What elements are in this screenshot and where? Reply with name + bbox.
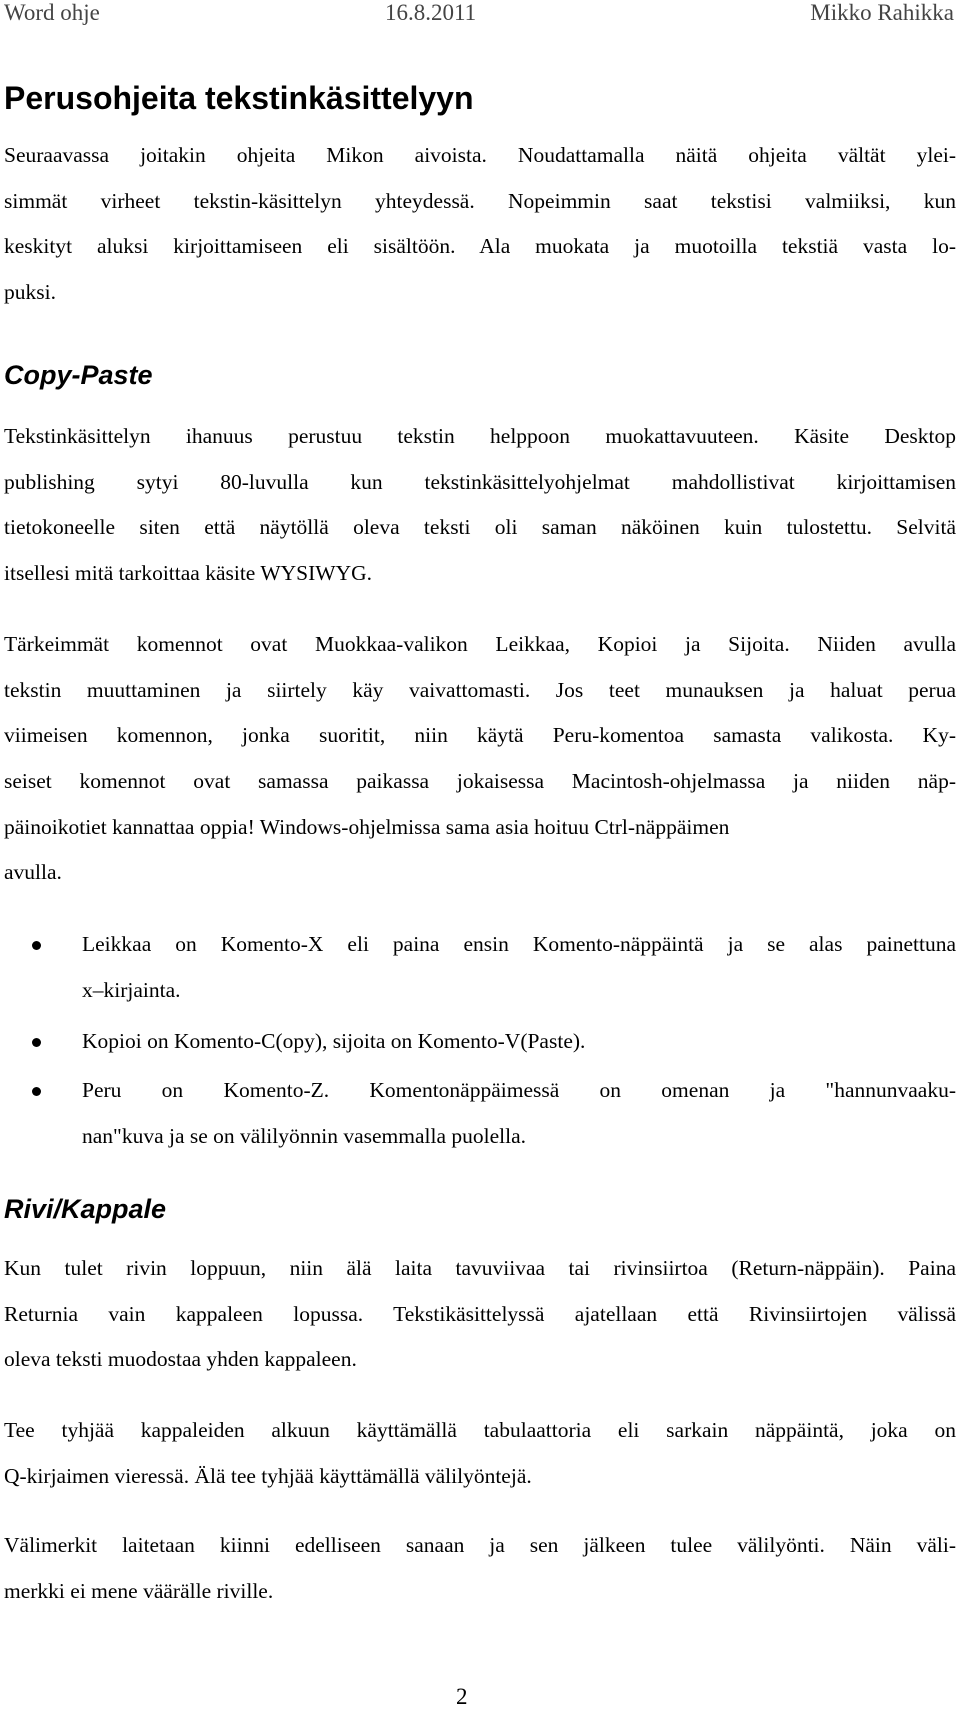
section-heading-copy-paste: Copy-Paste [4,360,153,390]
bullet-line: nan"kuva ja se on välilyönnin vasemmalla puolella. [82,1123,527,1148]
rivi-kappale-paragraph-1 [4,1246,956,1383]
paragraph-line: Returnia vain kappaleen lopussa. Tekstikäsittelyssä ajatellaan että Rivinsiirtojen välissä [4,1301,956,1326]
bullet-line: Leikkaa on Komento-X eli paina ensin Komento-näppäintä ja se alas painettuna [82,932,956,956]
header-date: 16.8.2011 [385,0,477,25]
paragraph-line: Tärkeimmät komennot ovat Muokkaa-valikon Leikkaa, Kopioi ja Sijoita. Niiden avulla [4,632,956,656]
bullet-text [82,922,956,1013]
intro-paragraph [4,133,956,316]
paragraph-line: Tekstinkäsittelyn ihanuus perustuu tekstin helppoon muokattavuuteen. Käsite Desktop [4,424,956,448]
paragraph-line: tietokoneelle siten että näytöllä oleva teksti oli saman näköinen kuin tulostettu. Selvitä [4,515,956,540]
paragraph-line: Tee tyhjää kappaleiden alkuun käyttämällä tabulaattoria eli sarkain näppäintä, joka on [4,1418,956,1442]
bullet-text [82,1068,956,1159]
paragraph-line: seiset komennot ovat samassa paikassa jokaisessa Macintosh-ohjelmassa ja niiden näp- [4,769,956,794]
paragraph-line: merkki ei mene väärälle riville. [4,1578,274,1603]
copy-paste-paragraph-1 [4,414,956,597]
paragraph-line: Q-kirjaimen vieressä. Älä tee tyhjää käyttämällä välilyöntejä. [4,1463,532,1488]
paragraph-line: oleva teksti muodostaa yhden kappaleen. [4,1347,357,1372]
rivi-kappale-paragraph-2 [4,1408,956,1499]
bullet-dot [32,941,41,950]
paragraph-line: Välimerkit laitetaan kiinni edelliseen sanaan ja sen jälkeen tulee välilyönti. Näin väli- [4,1533,956,1557]
bullet-line: Peru on Komento-Z. Komentonäppäimessä on omenan ja "hannunvaaku- [82,1078,956,1102]
paragraph-line: avulla. [4,860,62,885]
page-header [0,0,958,28]
paragraph-line: publishing sytyi 80-luvulla kun tekstinkäsittelyohjelmat mahdollistivat kirjoittamisen [4,469,956,494]
bullet-dot [32,1038,41,1047]
bullet-dot [32,1087,41,1096]
section-heading-rivi-kappale: Rivi/Kappale [4,1194,167,1224]
document-title: Perusohjeita tekstinkäsittelyyn [4,80,474,116]
intro-line: puksi. [4,280,56,305]
bullet-line: x–kirjainta. [82,977,181,1002]
paragraph-line: itsellesi mitä tarkoittaa käsite WYSIWYG. [4,561,372,586]
paragraph-line: tekstin muuttaminen ja siirtely käy vaivattomasti. Jos teet munauksen ja haluat perua [4,677,956,702]
intro-line: Seuraavassa joitakin ohjeita Mikon aivoista. Noudattamalla näitä ohjeita vältät ylei- [4,143,956,167]
bullet-text [82,1019,956,1065]
paragraph-line: Kun tulet rivin loppuun, niin älä laita tavuviivaa tai rivinsiirtoa (Return-näppäin). Paina [4,1256,956,1280]
bullet-line: Kopioi on Komento-C(opy), sijoita on Komento-V(Paste). [82,1029,586,1053]
header-author: Mikko Rahikka [810,0,954,25]
header-doc-title: Word ohje [4,0,100,25]
paragraph-line: viimeisen komennon, jonka suoritit, niin käytä Peru-komentoa samasta valikosta. Ky- [4,723,956,748]
page-number: 2 [456,1684,468,1709]
copy-paste-paragraph-2 [4,622,956,896]
intro-line: keskityt aluksi kirjoittamiseen eli sisältöön. Ala muokata ja muotoilla tekstiä vasta lo- [4,234,956,259]
paragraph-line: päinoikotiet kannattaa oppia! Windows-ohjelmissa sama asia hoituu Ctrl-näppäimen [4,814,730,839]
rivi-kappale-paragraph-3 [4,1523,956,1614]
intro-line: simmät virheet tekstin-käsittelyn yhteydessä. Nopeimmin saat tekstisi valmiiksi, kun [4,188,956,213]
